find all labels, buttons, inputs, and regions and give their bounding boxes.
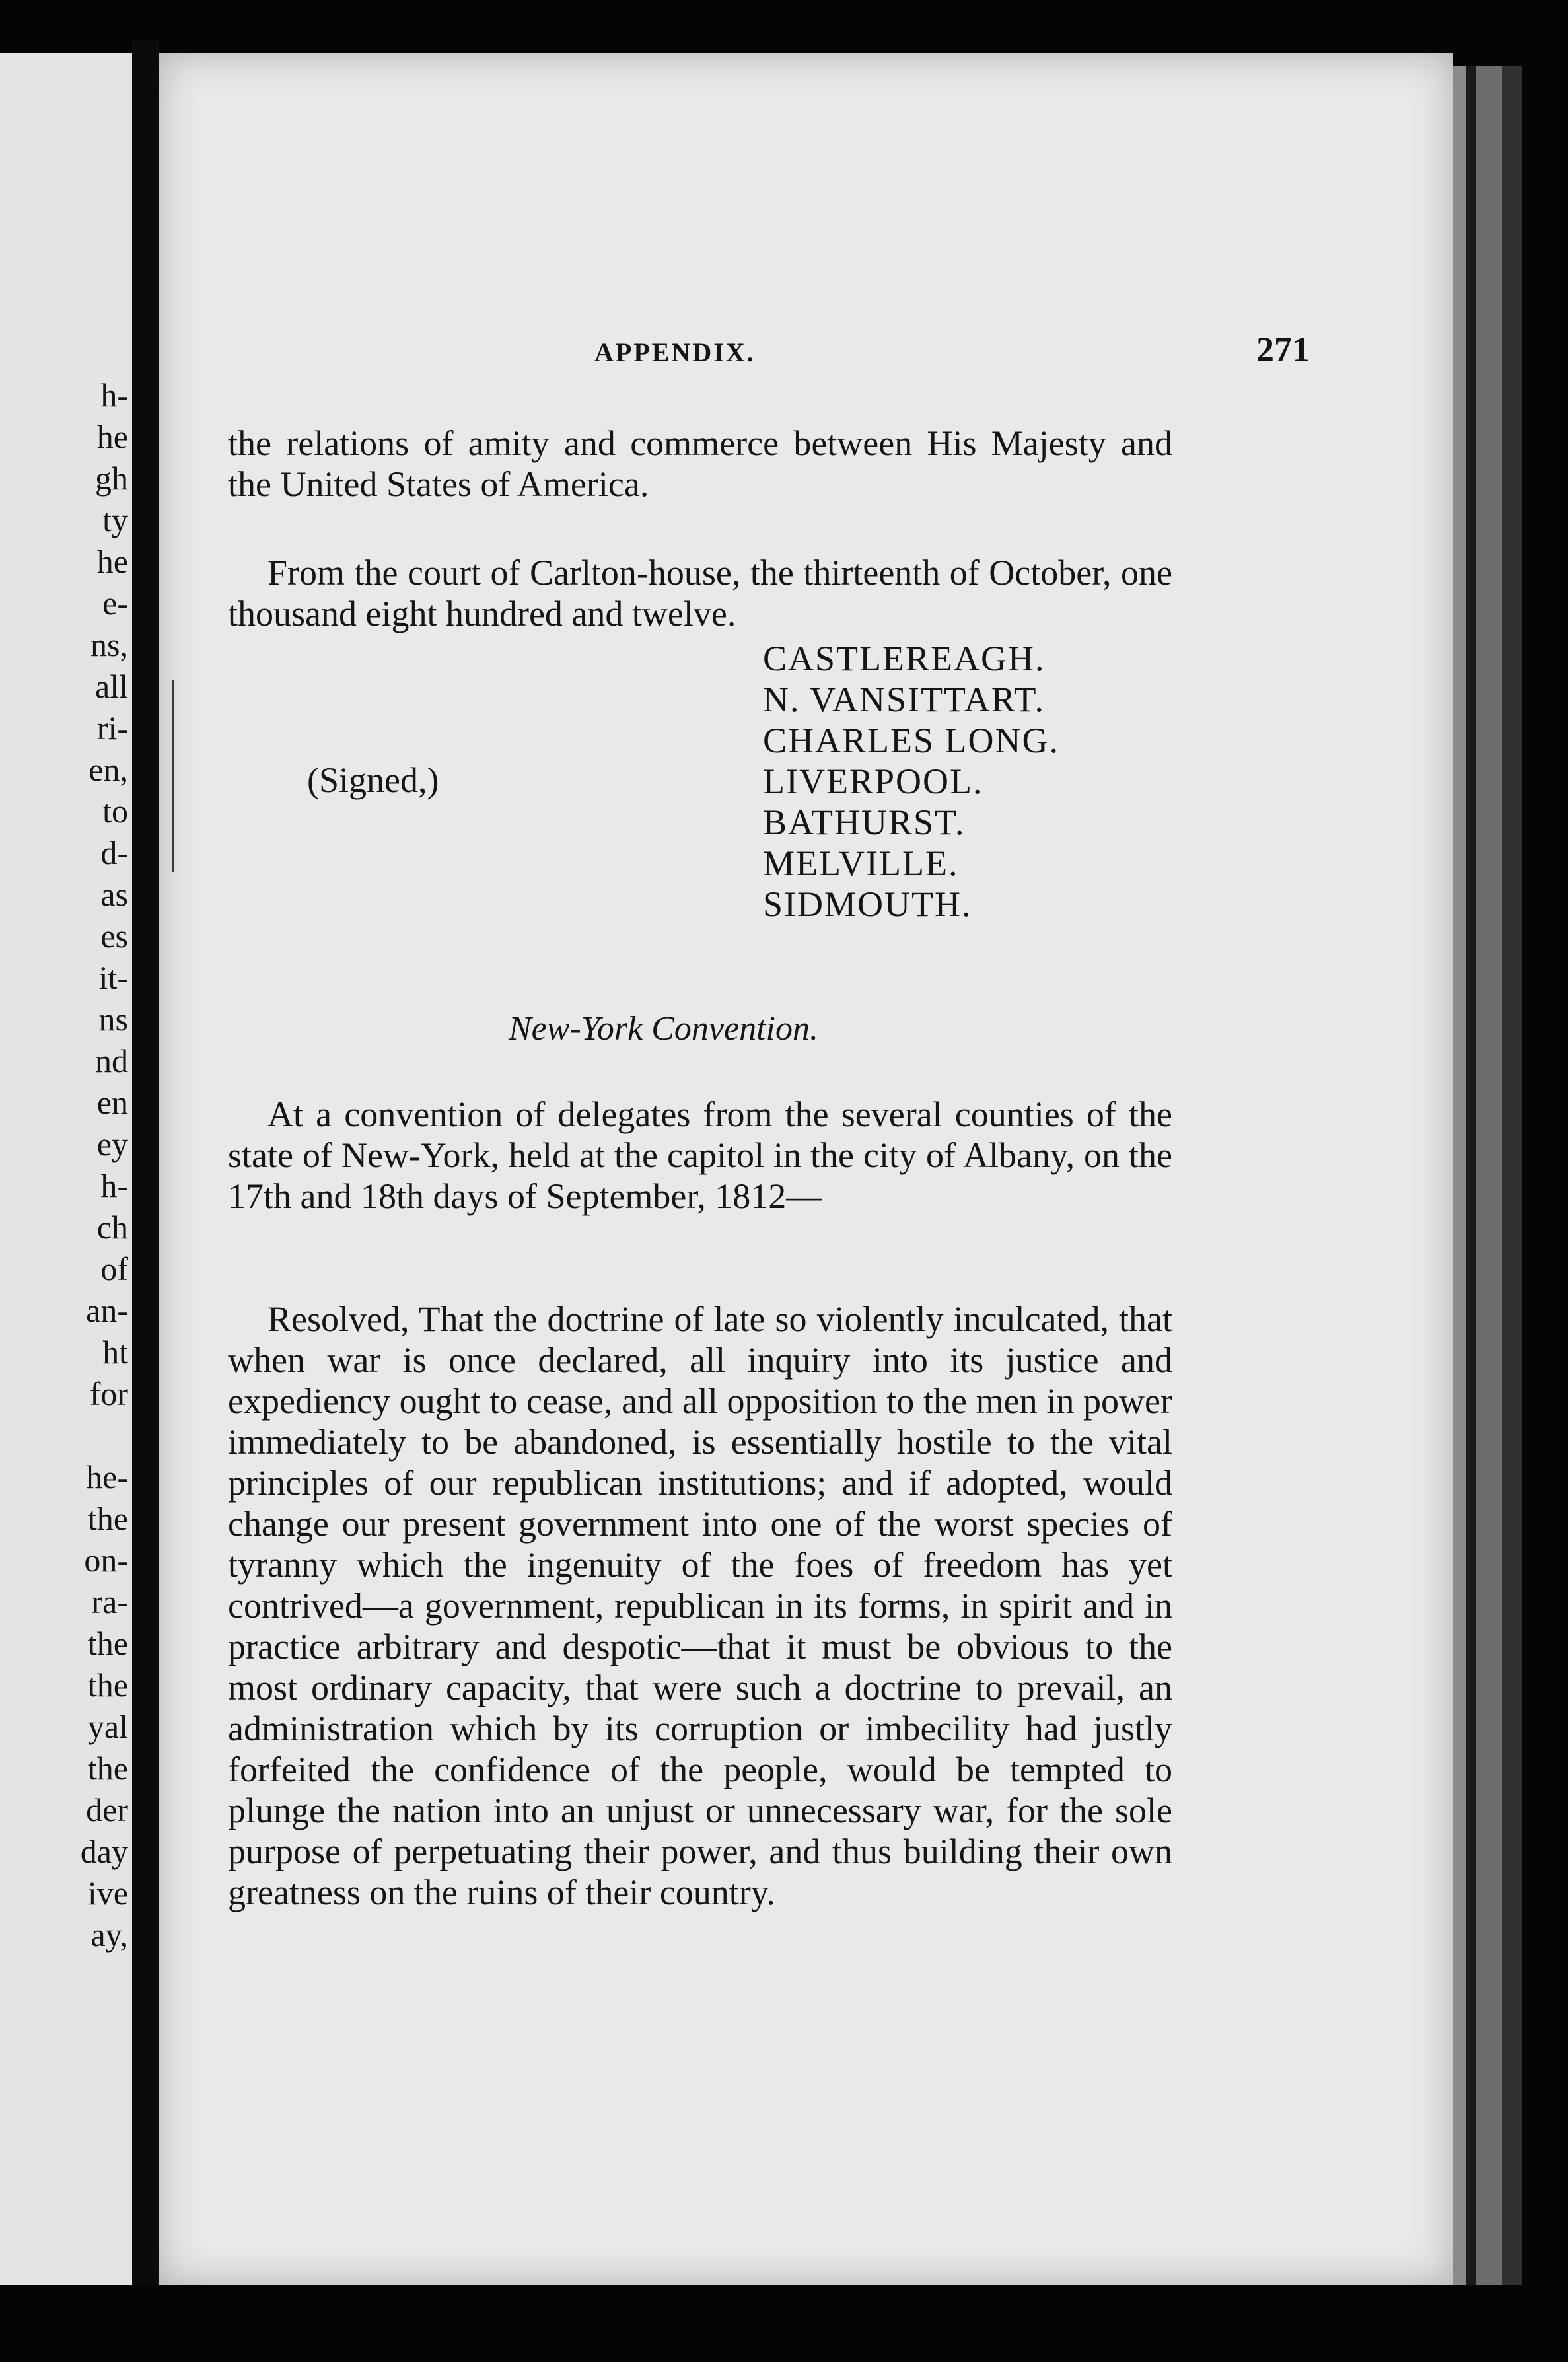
left-page-fragment: he bbox=[96, 543, 128, 580]
signer-name: LIVERPOOL. bbox=[763, 762, 983, 801]
left-page-fragment: to bbox=[102, 793, 128, 830]
paragraph-continuation: the relations of amity and commerce between His Majesty and the United States of America. bbox=[228, 423, 1172, 504]
signer-name: CHARLES LONG. bbox=[763, 721, 1060, 760]
left-page-fragment: d- bbox=[100, 834, 128, 871]
left-page-fragment: ns, bbox=[90, 626, 128, 663]
left-page-fragment: he- bbox=[86, 1458, 128, 1495]
left-page-fragment: as bbox=[100, 876, 128, 913]
left-page-fragment: yal bbox=[87, 1708, 128, 1745]
signer-name: MELVILLE. bbox=[763, 843, 959, 883]
left-page-fragment: the bbox=[87, 1666, 128, 1703]
left-page-fragment: on- bbox=[84, 1542, 128, 1579]
book-page bbox=[159, 53, 1453, 2285]
margin-mark bbox=[172, 680, 174, 872]
page-number: 271 bbox=[1256, 330, 1310, 369]
signer-list bbox=[763, 638, 1059, 925]
signer-name: CASTLEREAGH. bbox=[763, 639, 1046, 678]
left-page-fragment: the bbox=[87, 1500, 128, 1537]
left-page-fragment: for bbox=[89, 1375, 128, 1412]
left-page-fragment: the bbox=[87, 1750, 128, 1787]
left-page-fragment: ey bbox=[96, 1126, 128, 1163]
page-edge bbox=[1466, 66, 1476, 2285]
left-page-fragment: der bbox=[86, 1791, 128, 1828]
paragraph-dateline: From the court of Carlton-house, the thirteenth of October, one thousand eight hundred and twelve. bbox=[228, 553, 1172, 633]
signer-name: BATHURST. bbox=[763, 803, 966, 842]
paragraph-resolved: Resolved, That the doctrine of late so violently inculcated, that when war is once declared, all inquiry into its justice and expediency ought to cease, and all opposition to the men in power immediately to be abandoned, is essentially hostile to the vital principles of our republican institutions; and if adopted, would change our present government into one of the worst species of tyranny which the ingenuity of the foes of freedom has yet contrived—a government, republican in its forms, in spirit and in practice arbitrary and despotic—that it must be obvious to the most ordinary capacity, that were such a doctrine to prevail, an administration which by its corruption or imbecility had justly forfeited the confidence of the people, would be tempted to plunge the nation into an unjust or unnecessary war, for the sole purpose of perpetuating their power, and thus building their own greatness on the ruins of their country. bbox=[228, 1299, 1172, 1912]
left-page-fragment: en, bbox=[89, 751, 128, 788]
paragraph-convention: At a convention of delegates from the several counties of the state of New-York, held at the capitol in the city of Albany, on the 17th and 18th days of September, 1812— bbox=[228, 1094, 1172, 1216]
left-page-fragment: all bbox=[95, 668, 128, 705]
left-facing-page bbox=[0, 53, 132, 2285]
page-edge bbox=[1476, 66, 1502, 2285]
running-head: APPENDIX. bbox=[594, 338, 756, 367]
left-page-fragment: h- bbox=[100, 1167, 128, 1204]
left-page-fragment: e- bbox=[102, 585, 128, 622]
left-page-fragment: he bbox=[96, 418, 128, 455]
left-page-fragment: ay, bbox=[90, 1916, 128, 1953]
left-page-fragment: ns bbox=[98, 1001, 128, 1038]
page-edge bbox=[1502, 66, 1522, 2285]
page-edge bbox=[1453, 66, 1466, 2285]
section-title: New-York Convention. bbox=[509, 1010, 818, 1048]
book-gutter bbox=[132, 40, 159, 2285]
signed-label: (Signed,) bbox=[307, 760, 439, 800]
left-page-fragment: en bbox=[96, 1084, 128, 1121]
left-page-fragment: ri- bbox=[96, 709, 128, 746]
left-page-fragment: day bbox=[80, 1833, 128, 1870]
left-page-fragment: the bbox=[87, 1625, 128, 1662]
left-page-fragment: an- bbox=[86, 1292, 128, 1329]
left-page-fragment: nd bbox=[95, 1042, 128, 1079]
left-page-fragment: of bbox=[100, 1250, 128, 1287]
left-page-fragment: ht bbox=[102, 1334, 128, 1371]
left-page-fragment: it- bbox=[98, 959, 128, 996]
signer-name: SIDMOUTH. bbox=[763, 884, 972, 924]
left-page-fragment: es bbox=[100, 917, 128, 954]
left-page-fragment: h- bbox=[100, 376, 128, 413]
left-page-fragment: gh bbox=[95, 460, 128, 497]
left-page-fragment: ra- bbox=[91, 1583, 128, 1620]
left-page-fragment: ty bbox=[102, 501, 128, 538]
left-page-fragment: ch bbox=[96, 1209, 128, 1246]
left-page-fragment: ive bbox=[87, 1875, 128, 1912]
signer-name: N. VANSITTART. bbox=[763, 680, 1045, 719]
